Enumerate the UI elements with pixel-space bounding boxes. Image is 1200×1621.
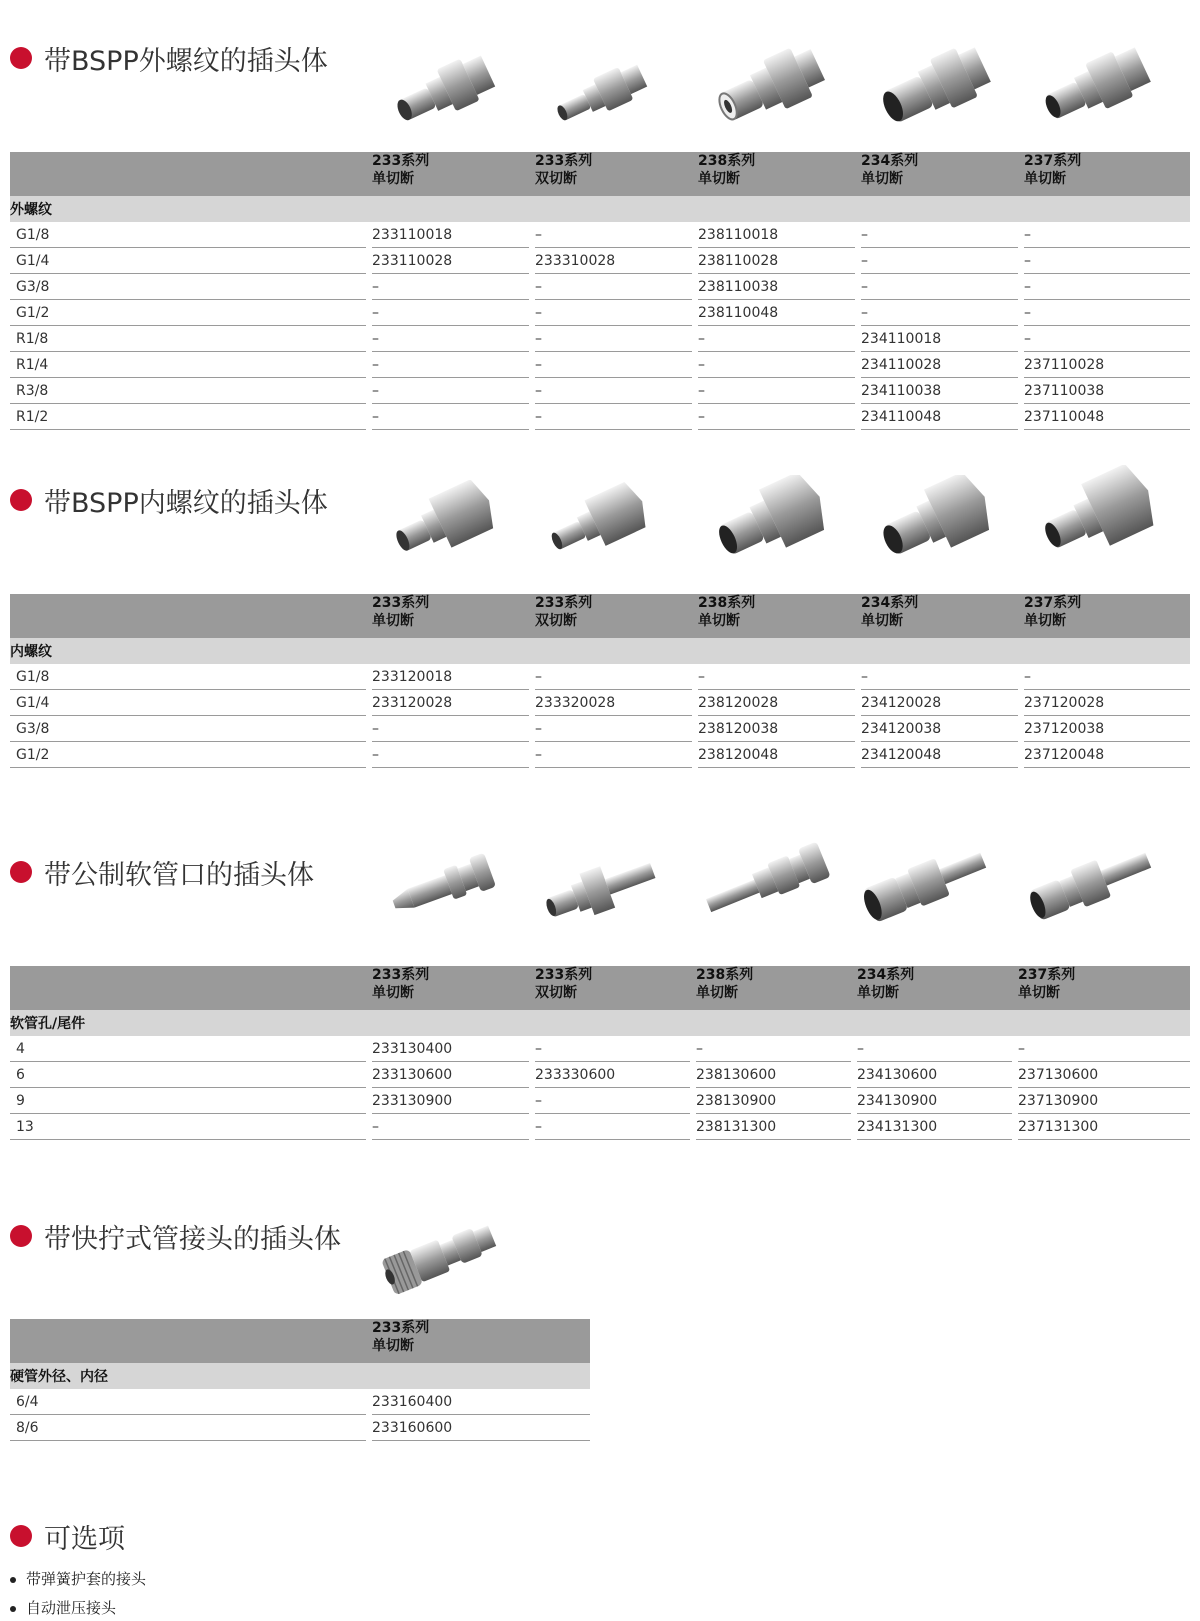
male-thread-table	[10, 152, 1190, 430]
section-hose-barb	[0, 852, 1200, 1152]
table-row: R1/4 – – – 234110028 237110028	[10, 352, 1190, 378]
column-header: 233系列 单切断	[372, 594, 529, 638]
plug-fitting-icon	[880, 45, 995, 130]
product-images	[0, 480, 1200, 580]
female-thread-table	[10, 594, 1190, 768]
table-row: 6 233130600 233330600 238130600 234130600 237130600	[10, 1062, 1190, 1088]
list-item: 自动泄压接头	[10, 1597, 116, 1618]
bullet-icon	[10, 1577, 16, 1583]
plug-fitting-icon	[1040, 465, 1160, 565]
plug-fitting-icon	[715, 475, 830, 565]
category-row: 内螺纹	[10, 638, 1190, 664]
column-header: 238系列 单切断	[698, 152, 855, 196]
table-row: G1/4 233120028 233320028 238120028 234120028 237120028	[10, 690, 1190, 716]
table-row: G1/8 233110018 – 238110018 – –	[10, 222, 1190, 248]
section-title: 带快拧式管接头的插头体	[10, 1216, 341, 1256]
section-title: 带BSPP外螺纹的插头体	[10, 38, 328, 78]
column-header: 234系列 单切断	[861, 152, 1018, 196]
section-title: 带BSPP内螺纹的插头体	[10, 480, 328, 520]
table-row: 13 – – 238131300 234131300 237131300	[10, 1114, 1190, 1140]
table-row: G3/8 – – 238120038 234120038 237120038	[10, 716, 1190, 742]
column-header: 238系列 单切断	[696, 966, 851, 1010]
table-row: R3/8 – – – 234110038 237110038	[10, 378, 1190, 404]
plug-fitting-icon	[385, 847, 500, 927]
product-images	[0, 852, 1200, 952]
table-row: 4 233130400 – – – –	[10, 1036, 1190, 1062]
section-female-thread	[0, 480, 1200, 780]
section-title: 带公制软管口的插头体	[10, 852, 314, 892]
section-options	[0, 1516, 1200, 1621]
table-row: G1/4 233110028 233310028 238110028 – –	[10, 248, 1190, 274]
plug-fitting-icon	[715, 45, 830, 130]
section-push-in	[0, 1216, 1200, 1456]
hose-barb-table	[10, 966, 1190, 1140]
section-male-thread	[0, 0, 1200, 430]
column-header: 237系列 单切断	[1024, 594, 1190, 638]
table-row: G1/2 – – 238110048 – –	[10, 300, 1190, 326]
plug-fitting-icon	[860, 837, 995, 932]
category-row: 硬管外径、内径	[10, 1363, 590, 1389]
column-header: 234系列 单切断	[861, 594, 1018, 638]
column-header: 238系列 单切断	[698, 594, 855, 638]
column-header: 233系列 单切断	[372, 966, 529, 1010]
bullet-icon	[10, 1606, 16, 1612]
column-header: 233系列 双切断	[535, 594, 692, 638]
plug-fitting-icon	[390, 480, 500, 565]
plug-fitting-icon	[1025, 837, 1160, 932]
section-title: 可选项	[10, 1516, 125, 1556]
column-header: 237系列 单切断	[1018, 966, 1190, 1010]
plug-fitting-icon	[700, 837, 835, 927]
table-header	[10, 966, 1190, 1010]
table-row: 6/4 233160400	[10, 1389, 590, 1415]
table-header	[10, 152, 1190, 196]
table-row: 9 233130900 – 238130900 234130900 237130900	[10, 1088, 1190, 1114]
column-header: 233系列 双切断	[535, 152, 692, 196]
table-row: G3/8 – – 238110038 – –	[10, 274, 1190, 300]
table-row: R1/2 – – – 234110048 237110048	[10, 404, 1190, 430]
plug-fitting-icon	[880, 475, 995, 565]
table-header	[10, 1319, 590, 1363]
column-header: 233系列 单切断	[372, 1319, 590, 1363]
table-row: G1/8 233120018 – – – –	[10, 664, 1190, 690]
plug-fitting-icon	[550, 55, 660, 130]
category-row: 软管孔/尾件	[10, 1010, 1190, 1036]
red-dot-icon	[10, 1525, 32, 1547]
table-row: 8/6 233160600	[10, 1415, 590, 1441]
plug-fitting-icon	[390, 50, 500, 130]
table-row: G1/2 – – 238120048 234120048 237120048	[10, 742, 1190, 768]
column-header: 237系列 单切断	[1024, 152, 1190, 196]
plug-fitting-icon	[380, 1211, 505, 1301]
plug-fitting-icon	[1040, 45, 1155, 130]
column-header: 233系列 单切断	[372, 152, 529, 196]
column-header: 234系列 单切断	[857, 966, 1012, 1010]
table-row: R1/8 – – – 234110018 –	[10, 326, 1190, 352]
product-images	[0, 1216, 1200, 1316]
push-in-table	[10, 1319, 590, 1441]
list-item: 带弹簧护套的接头	[10, 1568, 146, 1589]
column-header: 233系列 双切断	[535, 966, 690, 1010]
category-row: 外螺纹	[10, 196, 1190, 222]
plug-fitting-icon	[545, 480, 655, 565]
plug-fitting-icon	[540, 847, 665, 932]
table-header	[10, 594, 1190, 638]
product-images	[0, 40, 1200, 140]
